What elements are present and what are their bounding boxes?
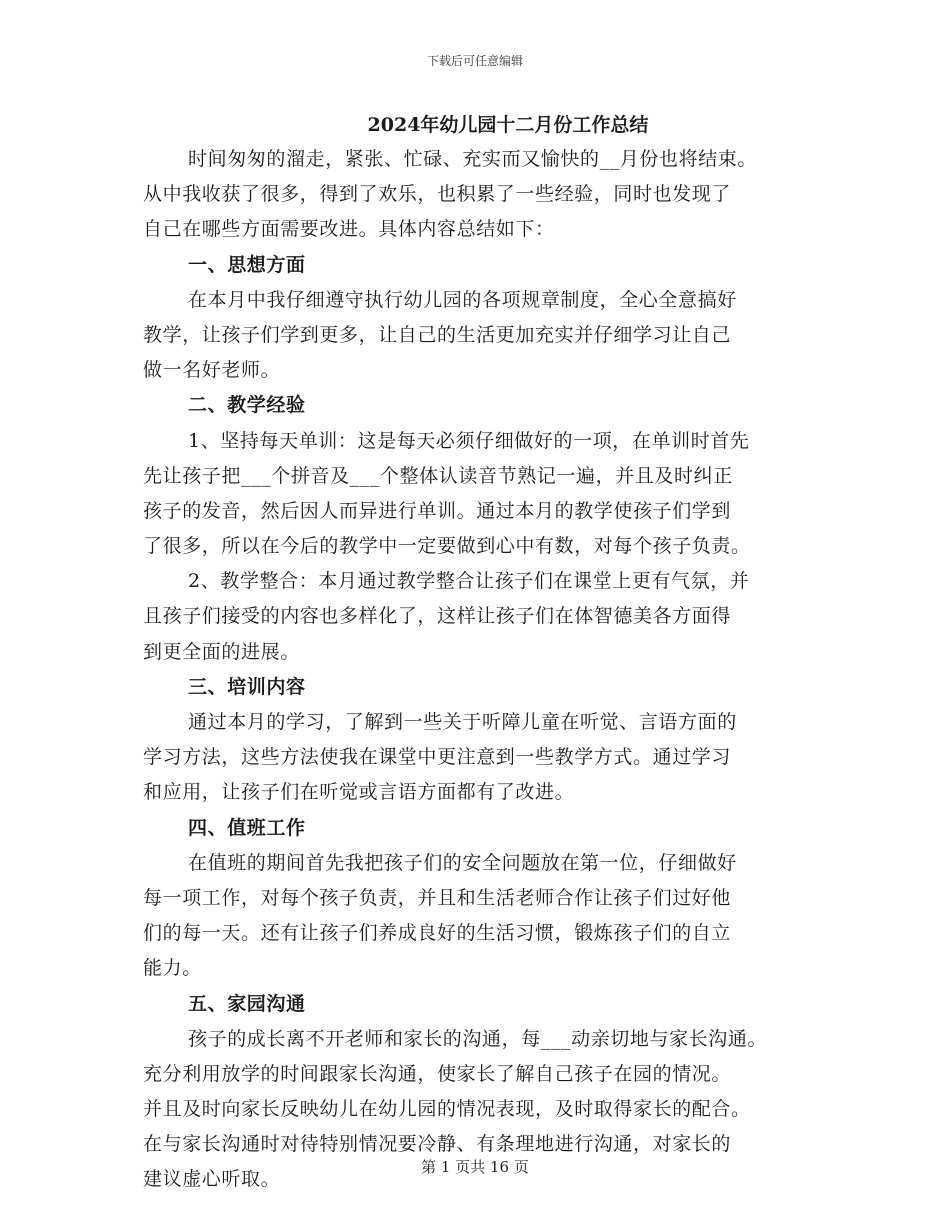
text-line: 做一名好老师。 — [143, 359, 281, 382]
text-line: 孩子的成长离不开老师和家长的沟通，每___动亲切地与家长沟通。 — [188, 1027, 768, 1050]
section-heading: 一、思想方面 — [188, 253, 306, 276]
text-line: 学习方法，这些方法使我在课堂中更注意到一些教学方式。通过学习 — [143, 746, 732, 769]
section-heading: 二、教学经验 — [188, 394, 306, 417]
text-line: 在值班的期间首先我把孩子们的安全问题放在第一位，仔细做好 — [188, 851, 737, 874]
text-line: 并且及时向家长反映幼儿在幼儿园的情况表现，及时取得家长的配合。 — [143, 1098, 751, 1121]
section-heading: 五、家园沟通 — [188, 992, 306, 1015]
document-body — [143, 108, 843, 1198]
text-line: 每一项工作，对每个孩子负责，并且和生活老师合作让孩子们过好他 — [143, 886, 732, 909]
text-line: 能力。 — [143, 957, 202, 980]
document-title: 2024年幼儿园十二月份工作总结 — [367, 114, 649, 136]
text-line: 通过本月的学习，了解到一些关于听障儿童在听觉、言语方面的 — [188, 711, 737, 733]
section-heading: 三、培训内容 — [188, 675, 306, 698]
text-line: 到更全面的进展。 — [143, 640, 300, 663]
text-line: 从中我收获了很多，得到了欢乐，也积累了一些经验，同时也发现了 — [143, 183, 732, 206]
text-line: 时间匆匆的溜走，紧张、忙碌、充实而又愉快的__月份也将结束。 — [188, 148, 758, 170]
page-number: 第 1 页共 16 页 — [421, 1158, 529, 1176]
text-line: 且孩子们接受的内容也多样化了，这样让孩子们在体智德美各方面得 — [143, 605, 732, 628]
text-line: 孩子的发音，然后因人而异进行单训。通过本月的教学使孩子们学到 — [143, 499, 732, 522]
text-line: 建议虚心听取。 — [143, 1168, 281, 1191]
text-line: 了很多，所以在今后的教学中一定要做到心中有数，对每个孩子负责。 — [143, 535, 751, 558]
text-line: 2、教学整合：本月通过教学整合让孩子们在课堂上更有气氛，并 — [188, 570, 750, 593]
text-line: 自己在哪些方面需要改进。具体内容总结如下： — [143, 218, 555, 241]
text-line: 教学，让孩子们学到更多，让自己的生活更加充实并仔细学习让自己 — [143, 323, 732, 346]
text-line: 先让孩子把___个拼音及___个整体认读音节熟记一遍，并且及时纠正 — [143, 464, 733, 487]
text-line: 在与家长沟通时对待特别情况要冷静、有条理地进行沟通，对家长的 — [143, 1133, 732, 1156]
section-heading: 四、值班工作 — [188, 816, 306, 839]
document-lines — [143, 142, 843, 1198]
text-line: 1、坚持每天单训：这是每天必须仔细做好的一项，在单训时首先 — [188, 429, 750, 452]
text-line: 们的每一天。还有让孩子们养成良好的生活习惯，锻炼孩子们的自立 — [143, 922, 732, 945]
text-line: 充分利用放学的时间跟家长沟通，使家长了解自己孩子在园的情况。 — [143, 1062, 732, 1085]
text-line: 在本月中我仔细遵守执行幼儿园的各项规章制度，全心全意搞好 — [188, 288, 737, 311]
header-note: 下载后可任意编辑 — [426, 54, 523, 68]
text-line: 和应用，让孩子们在听觉或言语方面都有了改进。 — [143, 781, 575, 804]
